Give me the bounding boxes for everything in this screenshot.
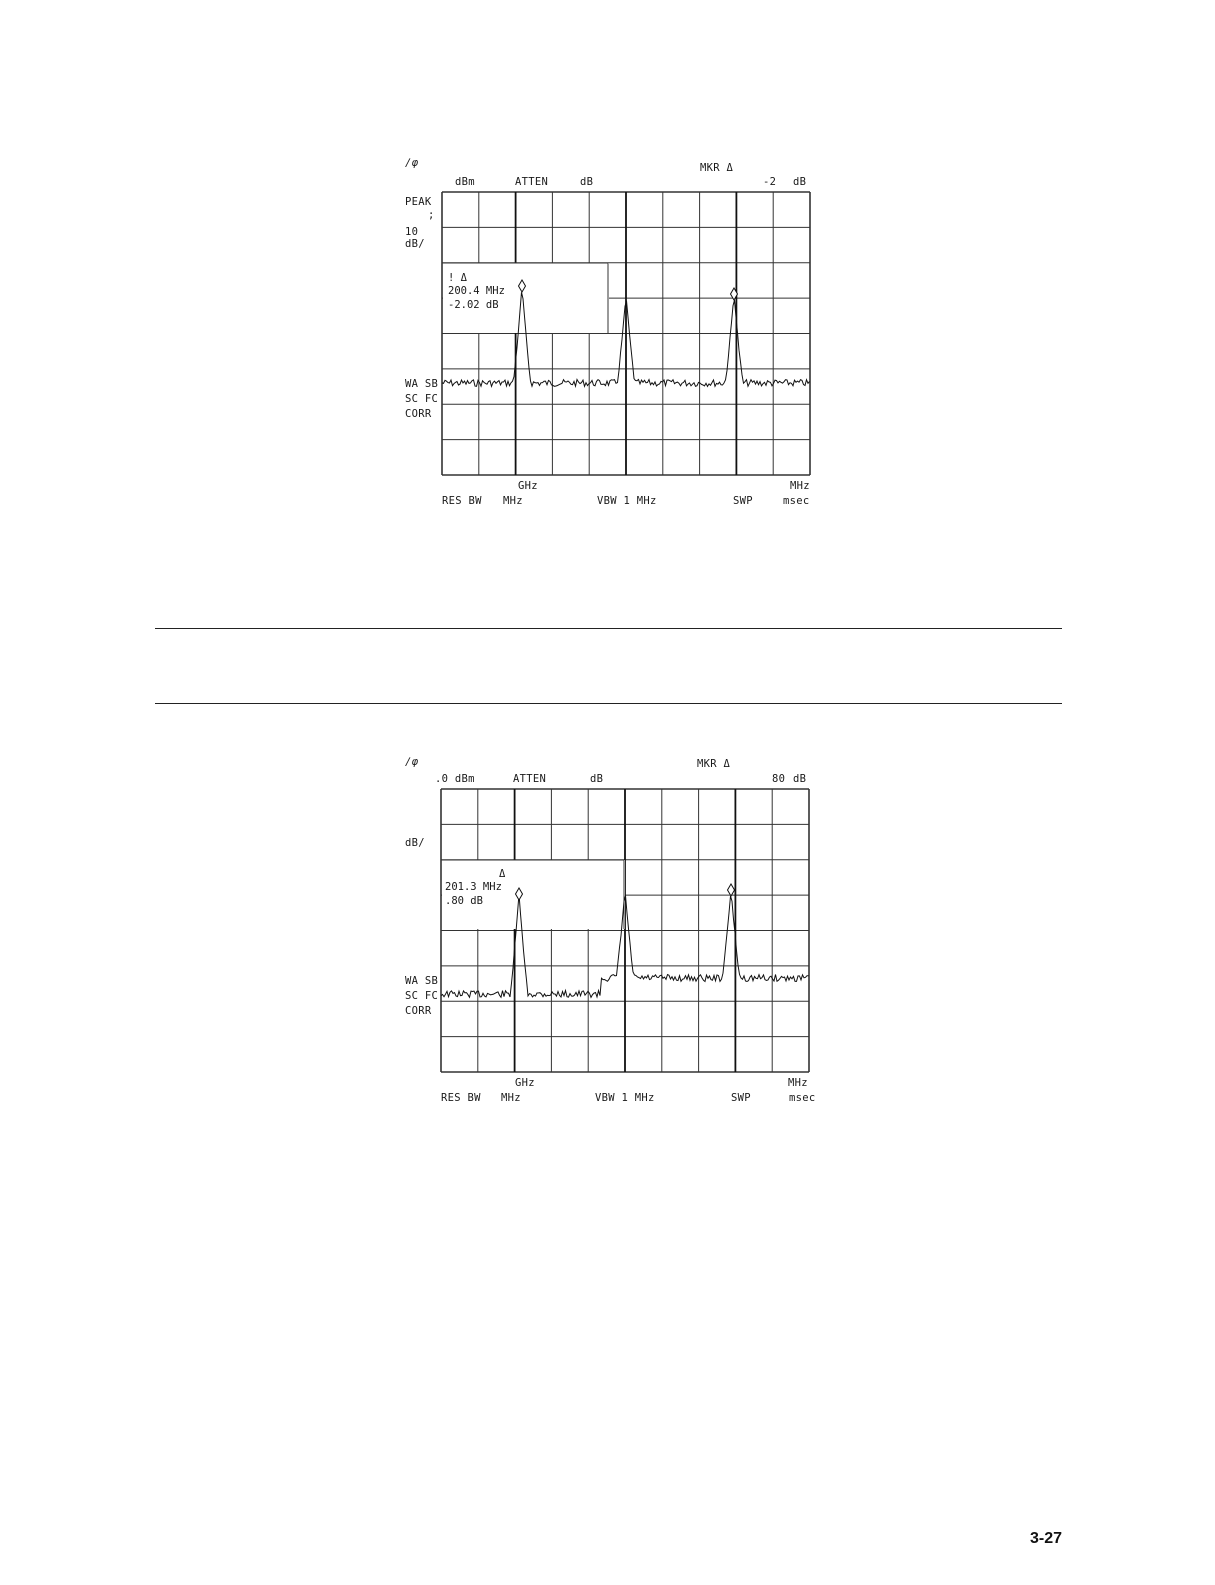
marker-box-ampl: -2.02 dB <box>448 299 499 311</box>
atten-unit: dB <box>580 176 594 188</box>
swp-unit: msec <box>789 1092 816 1104</box>
hp-logo: ∕φ <box>405 756 419 768</box>
status-wa-sb: WA SB <box>405 975 439 987</box>
marker-box-freq: 200.4 MHz <box>448 285 505 297</box>
marker-label: MKR Δ <box>700 162 734 174</box>
marker-unit: dB <box>793 773 807 785</box>
scale-value: 10 <box>405 226 419 238</box>
horizontal-rule-top <box>155 628 1062 629</box>
center-unit: GHz <box>515 1077 535 1089</box>
marker-diamond-icon <box>728 884 735 896</box>
status-corr: CORR <box>405 1005 432 1017</box>
atten-label: ATTEN <box>513 773 547 785</box>
marker-box-freq: 201.3 MHz <box>445 881 502 893</box>
detector-sep: ; <box>428 209 435 221</box>
swp-label: SWP <box>733 495 753 507</box>
horizontal-rule-bottom <box>155 703 1062 704</box>
center-unit: GHz <box>518 480 538 492</box>
page-number: 3-27 <box>1029 1530 1062 1547</box>
scale-unit: dB/ <box>405 837 425 849</box>
res-bw-label: RES BW <box>442 495 482 507</box>
trace-grid-2 <box>395 750 825 1110</box>
hp-logo: ∕φ <box>405 157 419 169</box>
marker-box-line1: ! Δ <box>448 272 467 284</box>
analyzer-screen-1 <box>395 155 825 515</box>
res-bw-unit: MHz <box>501 1092 521 1104</box>
swp-label: SWP <box>731 1092 751 1104</box>
vbw-label: VBW 1 MHz <box>595 1092 655 1104</box>
ref-level-label: dBm <box>455 176 475 188</box>
marker-readout-box <box>443 263 609 333</box>
span-unit: MHz <box>790 480 810 492</box>
atten-label: ATTEN <box>515 176 549 188</box>
detector-label: PEAK <box>405 196 432 208</box>
marker-value: 80 <box>772 773 786 785</box>
status-sc-fc: SC FC <box>405 990 439 1002</box>
status-corr: CORR <box>405 408 432 420</box>
ref-level-label: .0 dBm <box>435 773 475 785</box>
atten-unit: dB <box>590 773 604 785</box>
span-unit: MHz <box>788 1077 808 1089</box>
analyzer-screen-2 <box>395 750 825 1110</box>
trace-grid-1 <box>395 155 825 515</box>
marker-unit: dB <box>793 176 807 188</box>
marker-box-ampl: .80 dB <box>445 895 483 907</box>
scale-unit: dB/ <box>405 238 425 250</box>
res-bw-label: RES BW <box>441 1092 481 1104</box>
status-sc-fc: SC FC <box>405 393 439 405</box>
marker-label: MKR Δ <box>697 758 731 770</box>
vbw-label: VBW 1 MHz <box>597 495 657 507</box>
status-wa-sb: WA SB <box>405 378 439 390</box>
marker-box-line1: Δ <box>499 868 506 880</box>
res-bw-unit: MHz <box>503 495 523 507</box>
marker-value: -2 <box>763 176 777 188</box>
swp-unit: msec <box>783 495 810 507</box>
